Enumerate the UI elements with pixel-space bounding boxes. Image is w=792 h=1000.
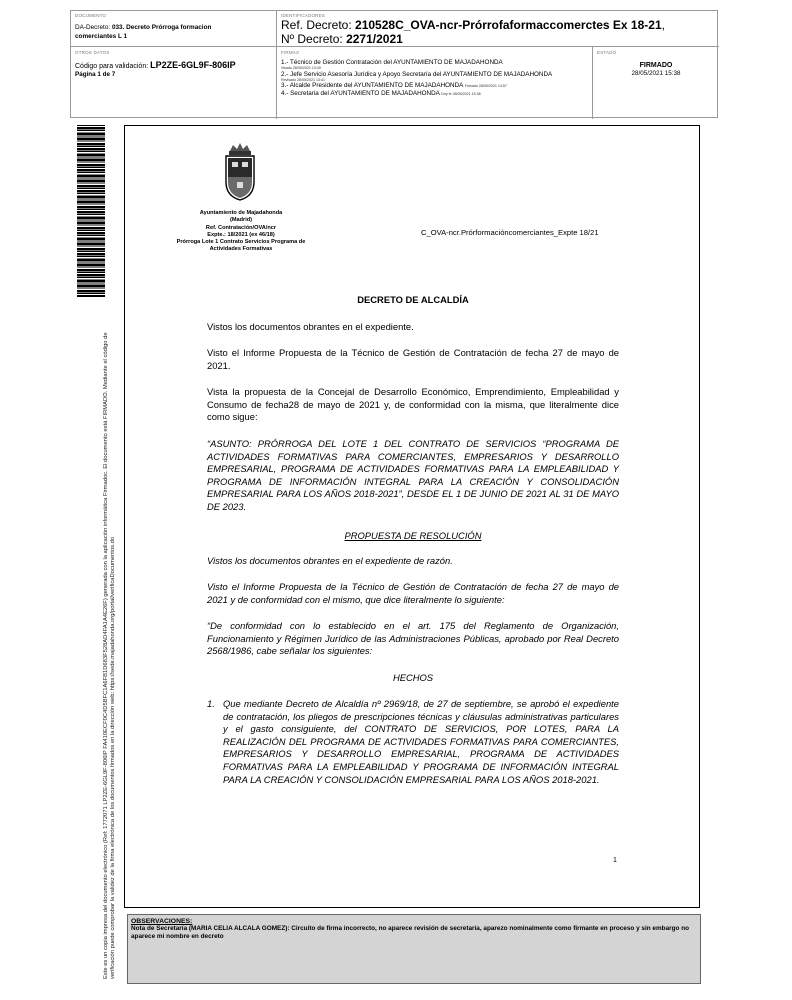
observaciones-text: Nota de Secretaría (MARIA CELIA ALCALA GOMEZ): Circuito de firma incorrecto, no aparece revisión de secretaría, aparezo nominalmente como firmante en proceso y sin embargo no aparece mi nombre en decreto [131, 925, 690, 940]
paragraph-4: Vistos los documentos obrantes en el expediente de razón. [207, 555, 453, 566]
ref-contratacion: Ref. Contratación/OVA/ncr [205, 224, 277, 231]
signature-stamp [70, 10, 718, 118]
validation-code [75, 60, 272, 70]
paragraph-6: “De conformidad con lo establecido en el art. 175 del Reglamento de Organización, Funcionamiento y Régimen Jurídico de las Administraciones Públicas, aprobado por Real Decreto 2568/1986, cabe señalar los siguientes: [207, 620, 619, 657]
asunto-paragraph: “ASUNTO: PRÓRROGA DEL LOTE 1 DEL CONTRATO DE SERVICIOS “PROGRAMA DE ACTIVIDADES FORMATIVAS PARA COMERCIANTES, EMPRESARIOS Y DESARROLLO EMPRESARIAL, PROGRAMA DE ACTIVIDADES FORMATIVAS PARA LA EMPLEABILIDAD Y PROGRAMA DE INFORMACIÓN INTEGRAL PARA LA CREACIÓN Y CONSOLIDACIÓN EMPRESARIAL PARA LOS AÑOS 2018-2021”, DESDE EL 1 DE JUNIO DE 2021 AL 31 DE MAYO DE 2023. [207, 438, 619, 512]
firma-date: Firmado 28/05/2021 14:57 [464, 84, 507, 89]
documento-title-bold: 033. Decreto Prórroga formacion [111, 24, 212, 31]
paragraph-1: Vistos los documentos obrantes en el expediente. [207, 321, 414, 332]
identificadores-cell [277, 11, 719, 47]
firmas-cell [277, 47, 593, 119]
org-region: (Madrid) [229, 217, 253, 224]
documento-cell [71, 11, 277, 47]
ref-decreto-comma: , [661, 18, 665, 32]
firma-date: Revisado 28/05/2021 13:41 [281, 77, 325, 82]
margin-line-1: Este es un copia impresa del documento electrónico (Ref: 1772071 LP2ZE-6GL9F-806IP FA410ECF0C4D5BFC1A6FB1D683F528AD4FA1A4E26F) generada con la aplicación informática Firmadoc. El documento está FIRMADO. Mediante el código de [103, 332, 109, 979]
hechos-title: HECHOS [392, 672, 434, 683]
estado-label: ESTADO [597, 50, 617, 55]
ref-decreto-label: Ref. Decreto: [281, 18, 356, 32]
num-decreto-label: Nº Decreto: [281, 32, 347, 46]
observaciones-box [127, 914, 701, 984]
documento-title [75, 23, 272, 41]
hechos-list [207, 698, 619, 786]
page-count: Página 1 de 7 [75, 71, 116, 78]
documento-label: DOCUMENTO [75, 13, 107, 18]
firma-date: Doy fe 28/05/2021 15:38 [441, 92, 481, 97]
paragraph-2: Visto el Informe Propuesta de la Técnico de Gestión de Contratación de fecha 27 de mayo de 2021. [207, 347, 619, 371]
barcode [77, 125, 105, 297]
validation-code-label: Código para validación: [75, 63, 151, 70]
hecho-number: 1. [207, 698, 215, 709]
expte: Expte.: 18/2021 (ex 46/18) [207, 231, 275, 238]
firma-text: 1.- Técnico de Gestión Contratación del AYUNTAMIENTO DE MAJADAHONDA [281, 59, 503, 66]
letterhead-block [161, 210, 321, 254]
document-page [124, 125, 700, 908]
firma-text: 3.- Alcalde Presidente del AYUNTAMIENTO DE MAJADAHONDA [281, 82, 463, 90]
firma-row [281, 90, 588, 98]
firmas-label: FIRMAS [281, 50, 300, 55]
documento-title-prefix: DA-Decreto: [75, 24, 112, 31]
num-decreto [281, 32, 715, 46]
num-decreto-value: 2271/2021 [346, 32, 403, 46]
firma-text: 4.- Secretaria del AYUNTAMIENTO DE MAJADAHONDA [281, 90, 440, 98]
ref-decreto [281, 18, 715, 32]
firma-row [281, 82, 588, 90]
firma-row [281, 71, 588, 78]
validation-code-value: LP2ZE-6GL9F-806IP [150, 60, 236, 70]
firma-row [281, 59, 588, 66]
verification-margin-text [103, 309, 117, 979]
decree-title: DECRETO DE ALCALDÍA [357, 294, 469, 305]
subject-line-1: Prórroga Lote 1 Contrato Servicios Programa de [176, 239, 306, 246]
hecho-text: Que mediante Decreto de Alcaldía nº 2969/18, de 27 de septiembre, se aprobó el expediente de contratación, los pliegos de prescripciones técnicas y cláusulas administrativas particulares y el gasto consiguiente, del CONTRATO DE SERVICIOS, POR LOTES, PARA LA REALIZACIÓN DEL PROGRAMA DE ACTIVIDADES FORMATIVAS PARA COMERCIANTES, EMPRESARIOS Y DESARROLLO EMPRESARIAL, PROGRAMA DE ACTIVIDADES FORMATIVAS PARA LA EMPLEABILIDAD Y PROGRAMA DE INFORMACIÓN INTEGRAL PARA LA CREACIÓN Y CONSOLIDACIÓN EMPRESARIAL PARA LOS AÑOS 2018-2021. [223, 698, 619, 785]
observaciones-title: OBSERVACIONES: [131, 918, 193, 925]
page-number: 1 [613, 857, 617, 864]
coat-of-arms-icon [221, 142, 259, 202]
otros-datos-cell [71, 47, 277, 119]
firma-date: Visado 28/05/2021 13:40 [281, 66, 321, 70]
firmas-dot: : [281, 54, 283, 59]
documento-title-line2: comerciantes L 1 [75, 33, 128, 40]
ref-decreto-value: 210528C_OVA-ncr-Prórrofaformaccomerctes Ex 18-21 [355, 18, 662, 32]
identificadores-label: IDENTIFICADORES [281, 13, 326, 18]
org-name: Ayuntamiento de Majadahonda [199, 210, 283, 216]
estado-cell [593, 47, 719, 119]
paragraph-5: Visto el Informe Propuesta de la Técnico de Gestión de Contratación de fecha 27 de mayo de 2021 y de conformidad con el mismo, que dice literalmente lo siguiente: [207, 581, 619, 605]
propuesta-title: PROPUESTA DE RESOLUCIÓN [344, 530, 482, 541]
margin-line-2: verificación puede comprobar la validez de la firma electrónica de los documentos firmados en la dirección web: https://sede.majadahonda.org/portal/verificaDocumentos.do [110, 536, 116, 979]
estado-value: FIRMADO [639, 62, 673, 69]
ref-right: C_OVA-ncr.Prórformacióncomerciantes_Expte 18/21 [421, 228, 599, 237]
subject-line-2: Actividades Formativas [209, 246, 273, 253]
firma-text: 2.- Jefe Servicio Asesoría Jurídica y Apoyo Secretaría del AYUNTAMIENTO DE MAJADAHONDA [281, 70, 553, 78]
otros-datos-label: OTROS DATOS [75, 50, 110, 55]
estado-date: 28/05/2021 15:38 [631, 70, 681, 77]
paragraph-3: Vista la propuesta de la Concejal de Desarrollo Económico, Emprendimiento, Empleabilidad y Consumo de fecha28 de mayo de 2021 y, de conformidad con la misma, que literalmente dice como sigue: [207, 386, 619, 423]
